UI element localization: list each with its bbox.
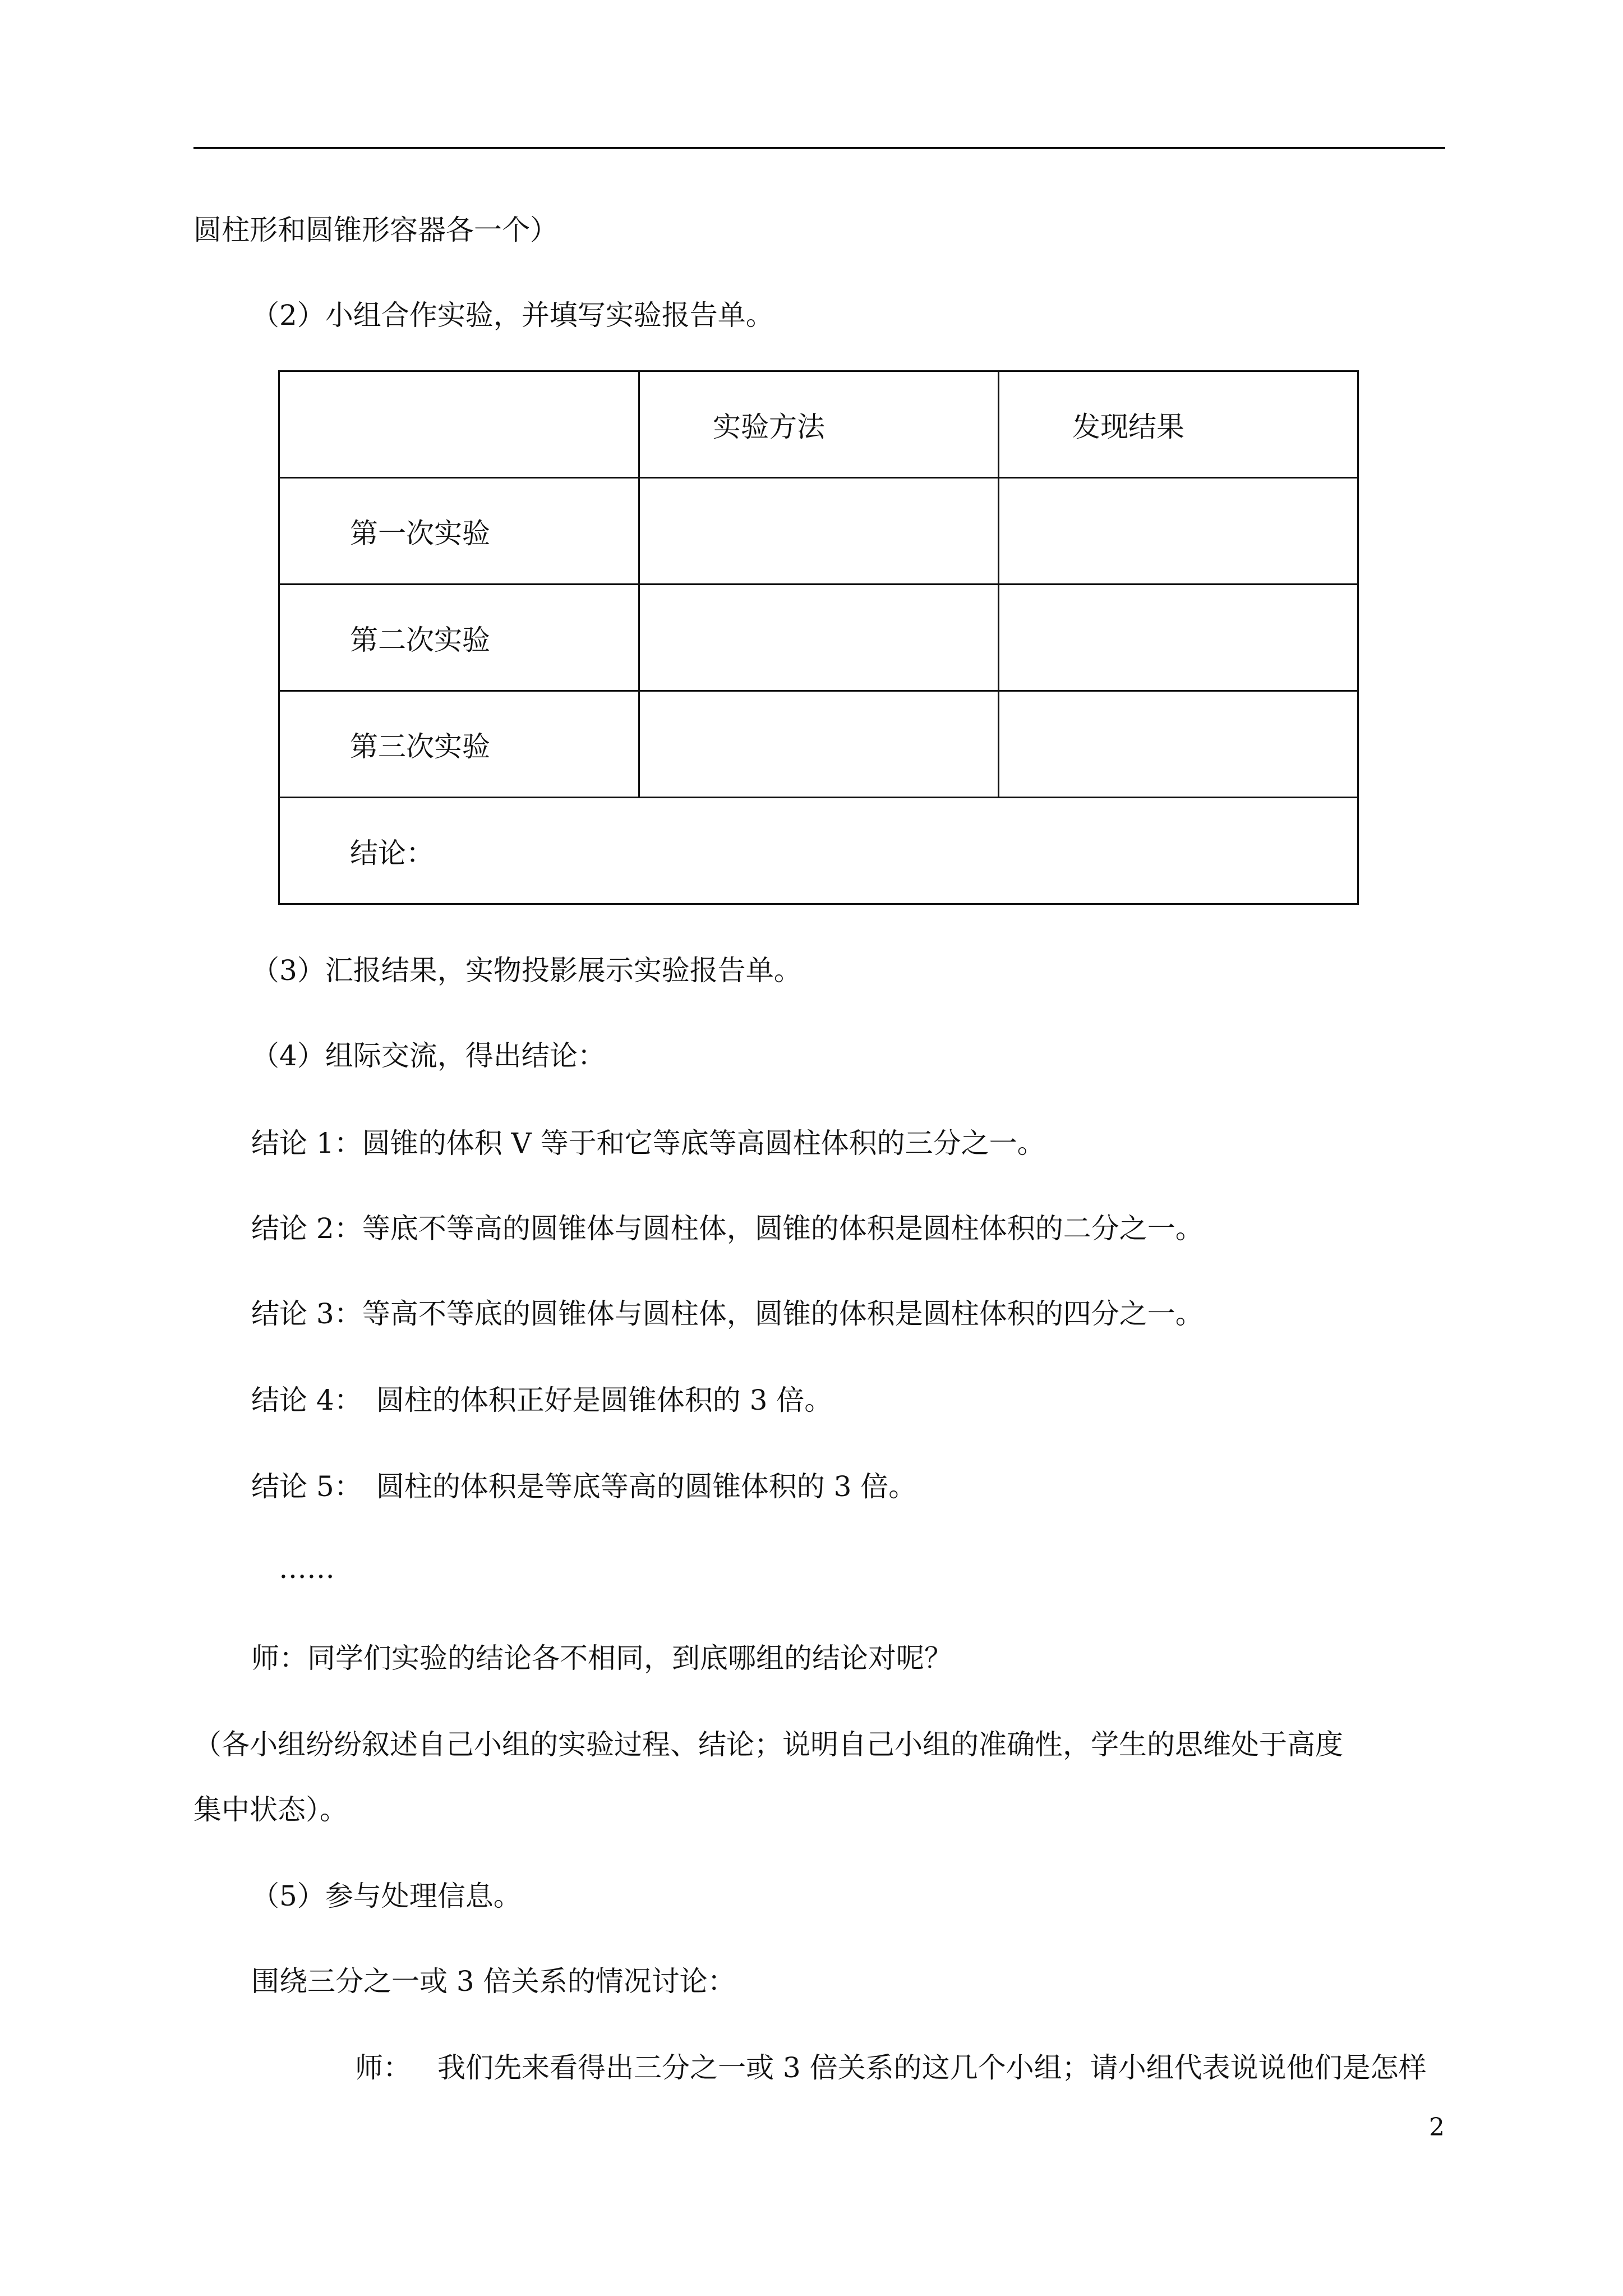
step-5: （5）参与处理信息。 bbox=[251, 1880, 522, 1912]
conclusion-label: 结论： bbox=[279, 798, 1358, 904]
conclusion-3: 结论 3：等高不等底的圆锥体与圆柱体，圆锥的体积是圆柱体积的四分之一。 bbox=[251, 1297, 1204, 1330]
conclusion-5: 结论 5： 圆柱的体积是等底等高的圆锥体积的 3 倍。 bbox=[251, 1470, 917, 1503]
conclusion-4: 结论 4： 圆柱的体积正好是圆锥体积的 3 倍。 bbox=[251, 1384, 833, 1416]
conclusion-1: 结论 1：圆锥的体积 V 等于和它等底等高圆柱体积的三分之一。 bbox=[251, 1127, 1045, 1159]
ellipsis: …… bbox=[279, 1552, 335, 1585]
step-2: （2）小组合作实验，并填写实验报告单。 bbox=[251, 299, 774, 332]
conclusion-2: 结论 2：等底不等高的圆锥体与圆柱体，圆锥的体积是圆柱体积的二分之一。 bbox=[251, 1212, 1204, 1245]
table-header-result: 发现结果 bbox=[999, 371, 1358, 478]
discussion-intro: 围绕三分之一或 3 倍关系的情况讨论： bbox=[251, 1965, 736, 1998]
row-label-second: 第二次实验 bbox=[279, 585, 639, 691]
row-label-first: 第一次实验 bbox=[279, 478, 639, 585]
table-row bbox=[279, 478, 1358, 585]
step-3: （3）汇报结果，实物投影展示实验报告单。 bbox=[251, 954, 802, 987]
table-header-cell-empty bbox=[279, 371, 639, 478]
cell-result-second bbox=[999, 585, 1358, 691]
page-number: 2 bbox=[1429, 2113, 1445, 2142]
continuation-line: 圆柱形和圆锥形容器各一个） bbox=[193, 214, 558, 246]
teacher-speaker: 师： bbox=[355, 2051, 411, 2084]
table-row bbox=[279, 691, 1358, 798]
teacher-talk: 我们先来看得出三分之一或 3 倍关系的这几个小组；请小组代表说说他们是怎样 bbox=[437, 2051, 1427, 2084]
cell-result-first bbox=[999, 478, 1358, 585]
students-response-line-1: （各小组纷纷叙述自己小组的实验过程、结论；说明自己小组的准确性，学生的思维处于高度 bbox=[193, 1728, 1343, 1761]
table-conclusion-row bbox=[279, 798, 1358, 904]
header-rule bbox=[193, 147, 1445, 149]
table-header-row bbox=[279, 371, 1358, 478]
cell-method-third bbox=[639, 691, 999, 798]
table-row bbox=[279, 585, 1358, 691]
row-label-third: 第三次实验 bbox=[279, 691, 639, 798]
cell-method-first bbox=[639, 478, 999, 585]
cell-result-third bbox=[999, 691, 1358, 798]
experiment-report-table bbox=[278, 370, 1359, 905]
students-response-line-2: 集中状态）。 bbox=[193, 1793, 348, 1826]
cell-method-second bbox=[639, 585, 999, 691]
step-4: （4）组际交流，得出结论： bbox=[251, 1039, 606, 1072]
table-header-method: 实验方法 bbox=[639, 371, 999, 478]
teacher-question: 师：同学们实验的结论各不相同，到底哪组的结论对呢？ bbox=[251, 1642, 952, 1674]
